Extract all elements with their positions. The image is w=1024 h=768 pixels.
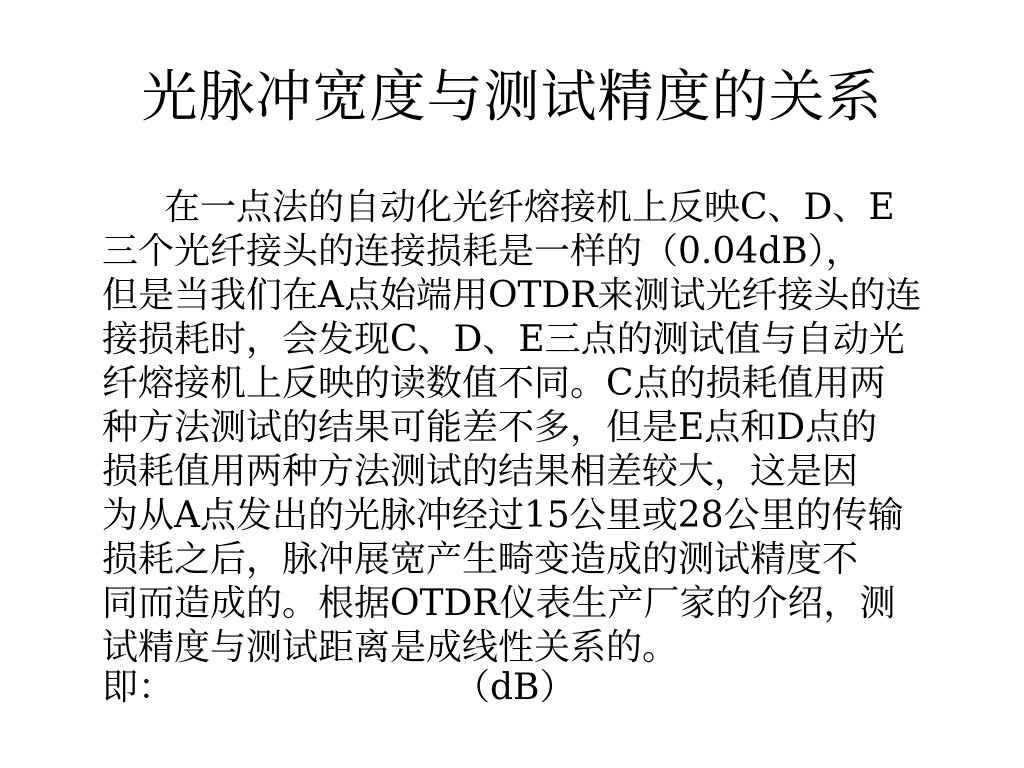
formula-unit: （dB） [454,667,576,708]
body-line: 损耗之后，脉冲展宽产生畸变造成的测试精度不 [102,539,859,580]
body-line: 接损耗时，会发现C、D、E三点的测试值与自动光 [102,319,905,360]
body-paragraph [102,186,962,670]
formula-row [102,666,962,710]
body-line: 三个光纤接头的连接损耗是一样的（0.04dB）， [102,231,862,272]
body-line: 在一点法的自动化光纤熔接机上反映C、D、E [164,187,895,228]
body-line: 但是当我们在A点始端用OTDR来测试光纤接头的连 [102,275,922,316]
body-line: 试精度与测试距离是成线性关系的。 [102,627,679,668]
formula-lead: 即： [102,667,175,708]
body-line: 损耗值用两种方法测试的结果相差较大，这是因 [102,451,859,492]
body-line: 纤熔接机上反映的读数值不同。C点的损耗值用两 [102,363,886,404]
body-line: 为从A点发出的光脉冲经过15公里或28公里的传输 [102,495,904,536]
body-line: 种方法测试的结果可能差不多，但是E点和D点的 [102,407,878,448]
slide-title: 光脉冲宽度与测试精度的关系 [141,65,883,130]
body-line: 同而造成的。根据OTDR仪表生产厂家的介绍，测 [102,583,896,624]
